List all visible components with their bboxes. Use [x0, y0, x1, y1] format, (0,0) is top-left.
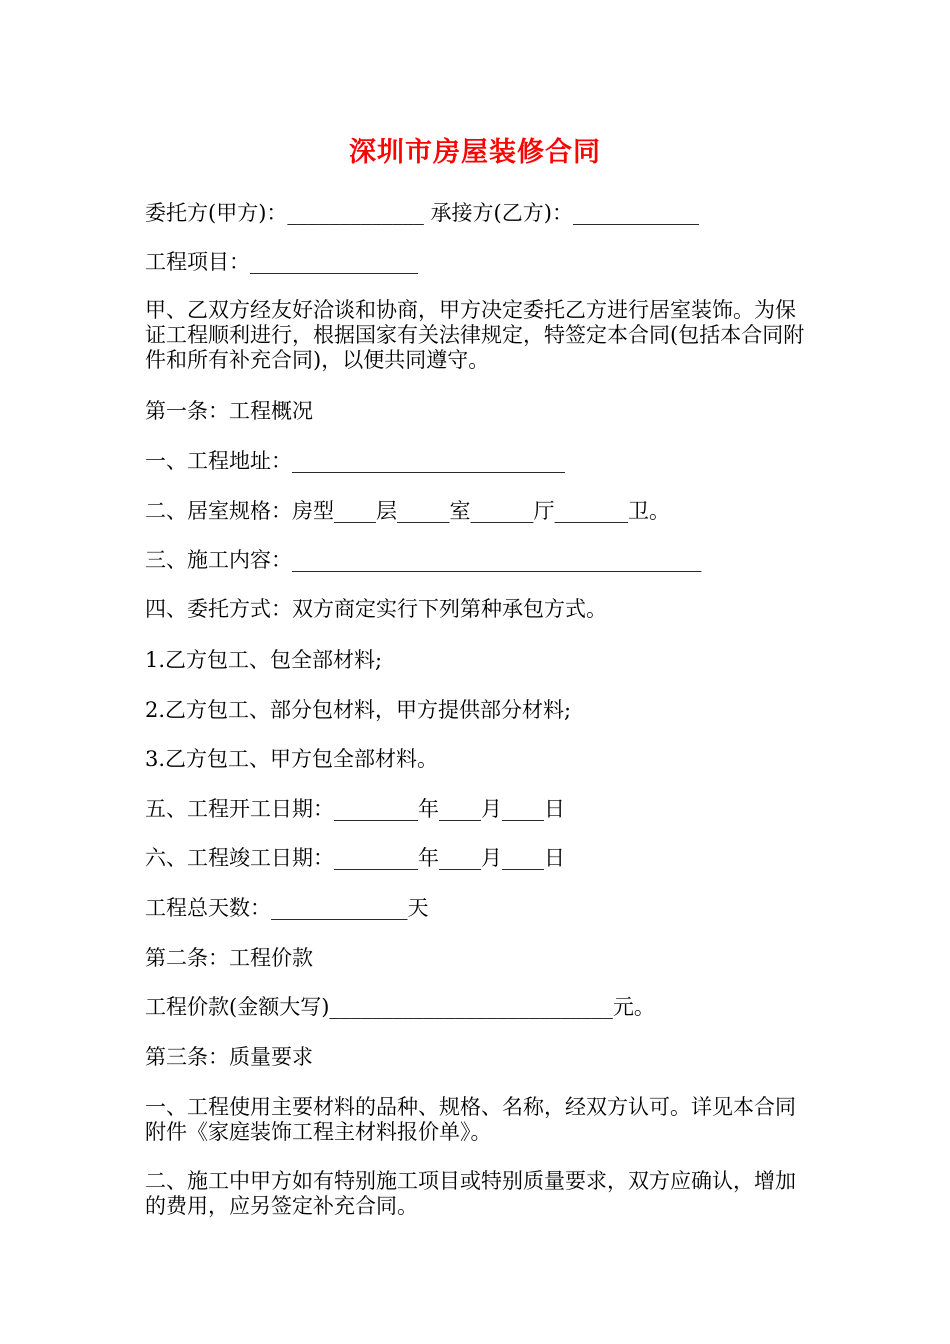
quality-clause-2: 二、施工中甲方如有特别施工项目或特别质量要求，双方应确认，增加的费用，应另签定补充合同。 [145, 1169, 796, 1218]
document-title: 深圳市房屋装修合同 [349, 137, 601, 168]
option-3-line: 3.乙方包工、甲方包全部材料。 [145, 747, 439, 771]
option-1-line: 1.乙方包工、包全部材料; [145, 648, 383, 672]
article-two-heading: 第二条：工程价款 [145, 946, 313, 970]
commission-method-line: 四、委托方式：双方商定实行下列第种承包方式。 [145, 597, 607, 621]
construction-content-line: 三、施工内容：_______________________________________ [145, 548, 702, 572]
project-line: 工程项目：________________ [145, 250, 418, 274]
quality-clause-1: 一、工程使用主要材料的品种、规格、名称，经双方认可。详见本合同附件《家庭装饰工程主材料报价单》。 [145, 1095, 796, 1144]
completion-date-line: 六、工程竣工日期：________年____月____日 [145, 846, 565, 870]
article-one-heading: 第一条：工程概况 [145, 399, 313, 423]
total-days-line: 工程总天数：_____________天 [145, 896, 429, 920]
price-line: 工程价款(金额大写)___________________________元。 [145, 995, 655, 1019]
article-three-heading: 第三条：质量要求 [145, 1045, 313, 1069]
intro-paragraph: 甲、乙双方经友好洽谈和协商，甲方决定委托乙方进行居室装饰。为保证工程顺利进行，根据国家有关法律规定，特签定本合同(包括本合同附件和所有补充合同)，以便共同遵守。 [145, 298, 805, 372]
room-spec-line: 二、居室规格：房型____层_____室______厅_______卫。 [145, 499, 670, 523]
address-line: 一、工程地址：__________________________ [145, 449, 565, 473]
option-2-line: 2.乙方包工、部分包材料，甲方提供部分材料; [145, 698, 572, 722]
start-date-line: 五、工程开工日期：________年____月____日 [145, 797, 565, 821]
parties-line: 委托方(甲方)：_____________ 承接方(乙方)：____________ [145, 201, 699, 225]
